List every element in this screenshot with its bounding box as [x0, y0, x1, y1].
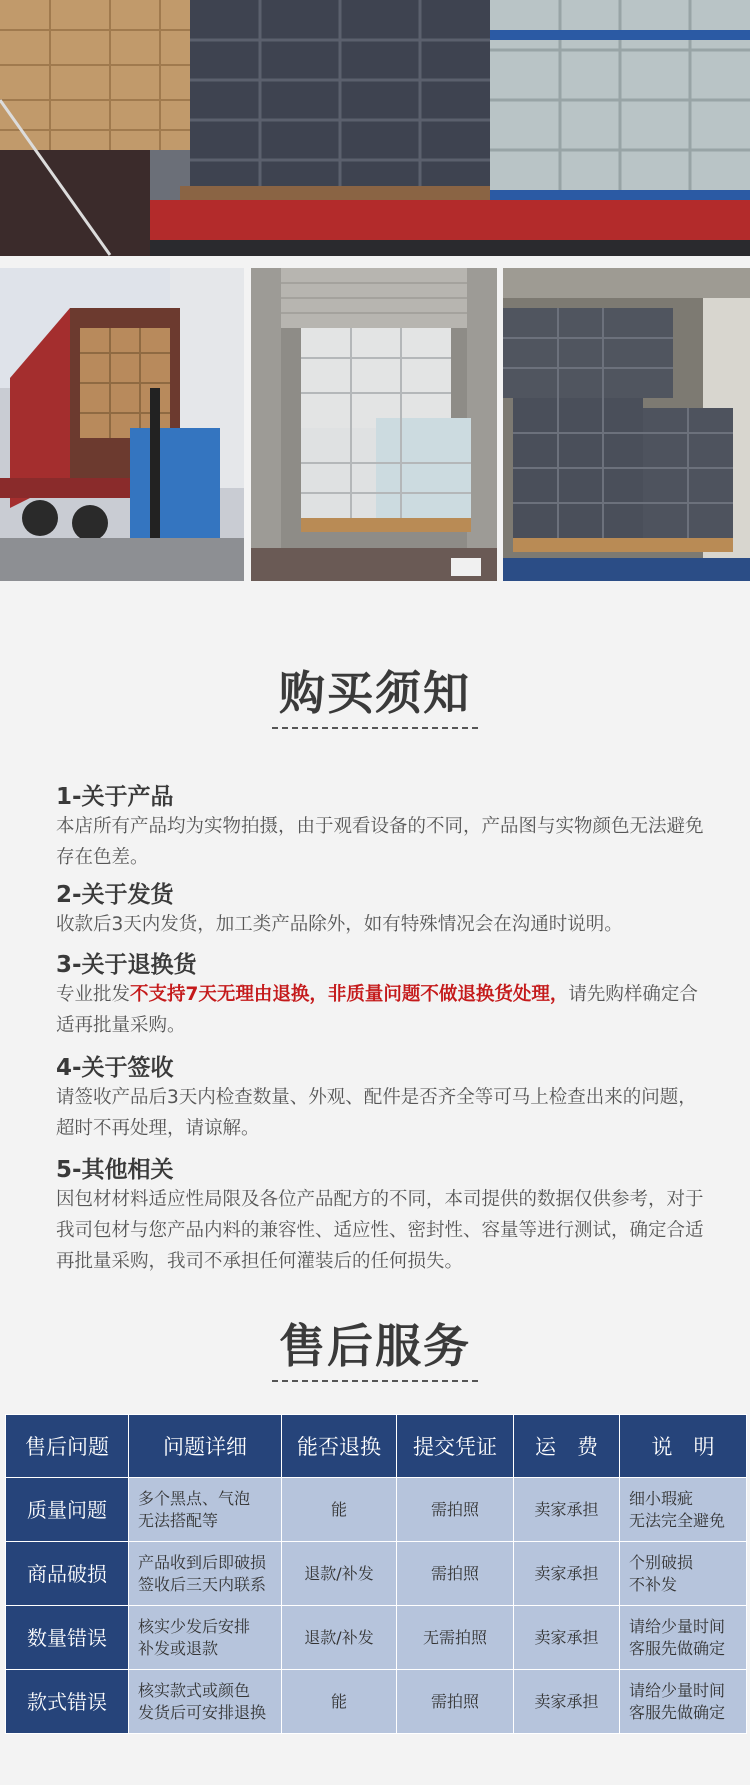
header-returnable: 能否退换	[282, 1415, 397, 1478]
header-note: 说 明	[620, 1415, 747, 1478]
row-issue: 质量问题	[6, 1478, 129, 1542]
notice-text-signing: 请签收产品后3天内检查数量、外观、配件是否齐全等可马上检查出来的问题，超时不再处理，请谅解。	[56, 1087, 697, 1139]
truck-loading-photo	[0, 0, 750, 256]
after-sales-title: 售后服务	[279, 1319, 471, 1373]
returns-text-after: 请先购样确定合适再批量采购。	[56, 984, 698, 1036]
note-line: 不补发	[629, 1574, 678, 1594]
container-wrapped-pallets-photo	[503, 268, 750, 581]
notice-text-returns	[56, 979, 706, 1041]
table-row	[6, 1542, 747, 1606]
note-line: 无法完全避免	[629, 1510, 726, 1530]
header-issue: 售后问题	[6, 1415, 129, 1478]
row-shipping: 卖家承担	[514, 1670, 620, 1734]
row-note	[620, 1670, 747, 1734]
notice-heading-returns: 3-关于退换货	[56, 952, 197, 978]
row-proof: 无需拍照	[397, 1606, 514, 1670]
notice-heading-product: 1-关于产品	[56, 784, 174, 810]
row-shipping: 卖家承担	[514, 1542, 620, 1606]
notice-heading-signing: 4-关于签收	[56, 1055, 174, 1081]
header-proof: 提交凭证	[397, 1415, 514, 1478]
notice-text-product: 本店所有产品均为实物拍摄，由于观看设备的不同，产品图与实物颜色无法避免存在色差。	[56, 816, 704, 868]
table-row	[6, 1478, 747, 1542]
title-divider	[272, 727, 478, 729]
detail-line: 签收后三天内联系	[138, 1574, 267, 1594]
detail-line: 无法搭配等	[138, 1510, 219, 1530]
row-detail	[129, 1606, 282, 1670]
detail-line: 核实少发后安排	[138, 1616, 251, 1636]
notice-heading-shipping: 2-关于发货	[56, 882, 174, 908]
table-row	[6, 1670, 747, 1734]
note-line: 请给少量时间	[629, 1616, 726, 1636]
notice-heading-other: 5-其他相关	[56, 1157, 174, 1183]
detail-line: 发货后可安排退换	[138, 1702, 267, 1722]
row-shipping: 卖家承担	[514, 1606, 620, 1670]
row-returnable: 退款/补发	[282, 1606, 397, 1670]
notice-text-shipping: 收款后3天内发货，加工类产品除外，如有特殊情况会在沟通时说明。	[56, 914, 623, 935]
detail-line: 补发或退款	[138, 1638, 219, 1658]
header-shipping: 运 费	[514, 1415, 620, 1478]
note-line: 细小瑕疵	[629, 1488, 694, 1508]
row-note	[620, 1478, 747, 1542]
note-line: 客服先做确定	[629, 1702, 726, 1722]
detail-line: 产品收到后即破损	[138, 1552, 267, 1572]
row-shipping: 卖家承担	[514, 1478, 620, 1542]
row-issue: 款式错误	[6, 1670, 129, 1734]
row-detail	[129, 1670, 282, 1734]
returns-warning-text: 不支持7天无理由退换，非质量问题不做退换货处理，	[130, 984, 569, 1005]
row-note	[620, 1606, 747, 1670]
table-header-row	[6, 1415, 747, 1478]
row-detail	[129, 1542, 282, 1606]
container-truck-forklift-photo	[0, 268, 244, 581]
note-line: 客服先做确定	[629, 1638, 726, 1658]
row-returnable: 能	[282, 1670, 397, 1734]
after-sales-table	[5, 1414, 747, 1734]
purchase-notice-title: 购买须知	[279, 666, 471, 720]
row-issue: 商品破损	[6, 1542, 129, 1606]
row-proof: 需拍照	[397, 1478, 514, 1542]
table-row	[6, 1606, 747, 1670]
note-line: 请给少量时间	[629, 1680, 726, 1700]
row-proof: 需拍照	[397, 1670, 514, 1734]
header-detail: 问题详细	[129, 1415, 282, 1478]
detail-line: 多个黑点、气泡	[138, 1488, 251, 1508]
row-note	[620, 1542, 747, 1606]
title-divider	[272, 1380, 478, 1382]
notice-text-other: 因包材材料适应性局限及各位产品配方的不同，本司提供的数据仅供参考，对于我司包材与您产品内料的兼容性、适应性、密封性、容量等进行测试，确定合适再批量采购，我司不承担任何灌装后的任何损失。	[56, 1189, 704, 1272]
row-returnable: 退款/补发	[282, 1542, 397, 1606]
container-pallets-photo	[251, 268, 497, 581]
row-issue: 数量错误	[6, 1606, 129, 1670]
row-detail	[129, 1478, 282, 1542]
returns-text-before: 专业批发	[56, 984, 131, 1005]
row-proof: 需拍照	[397, 1542, 514, 1606]
row-returnable: 能	[282, 1478, 397, 1542]
detail-line: 核实款式或颜色	[138, 1680, 251, 1700]
note-line: 个别破损	[629, 1552, 694, 1572]
